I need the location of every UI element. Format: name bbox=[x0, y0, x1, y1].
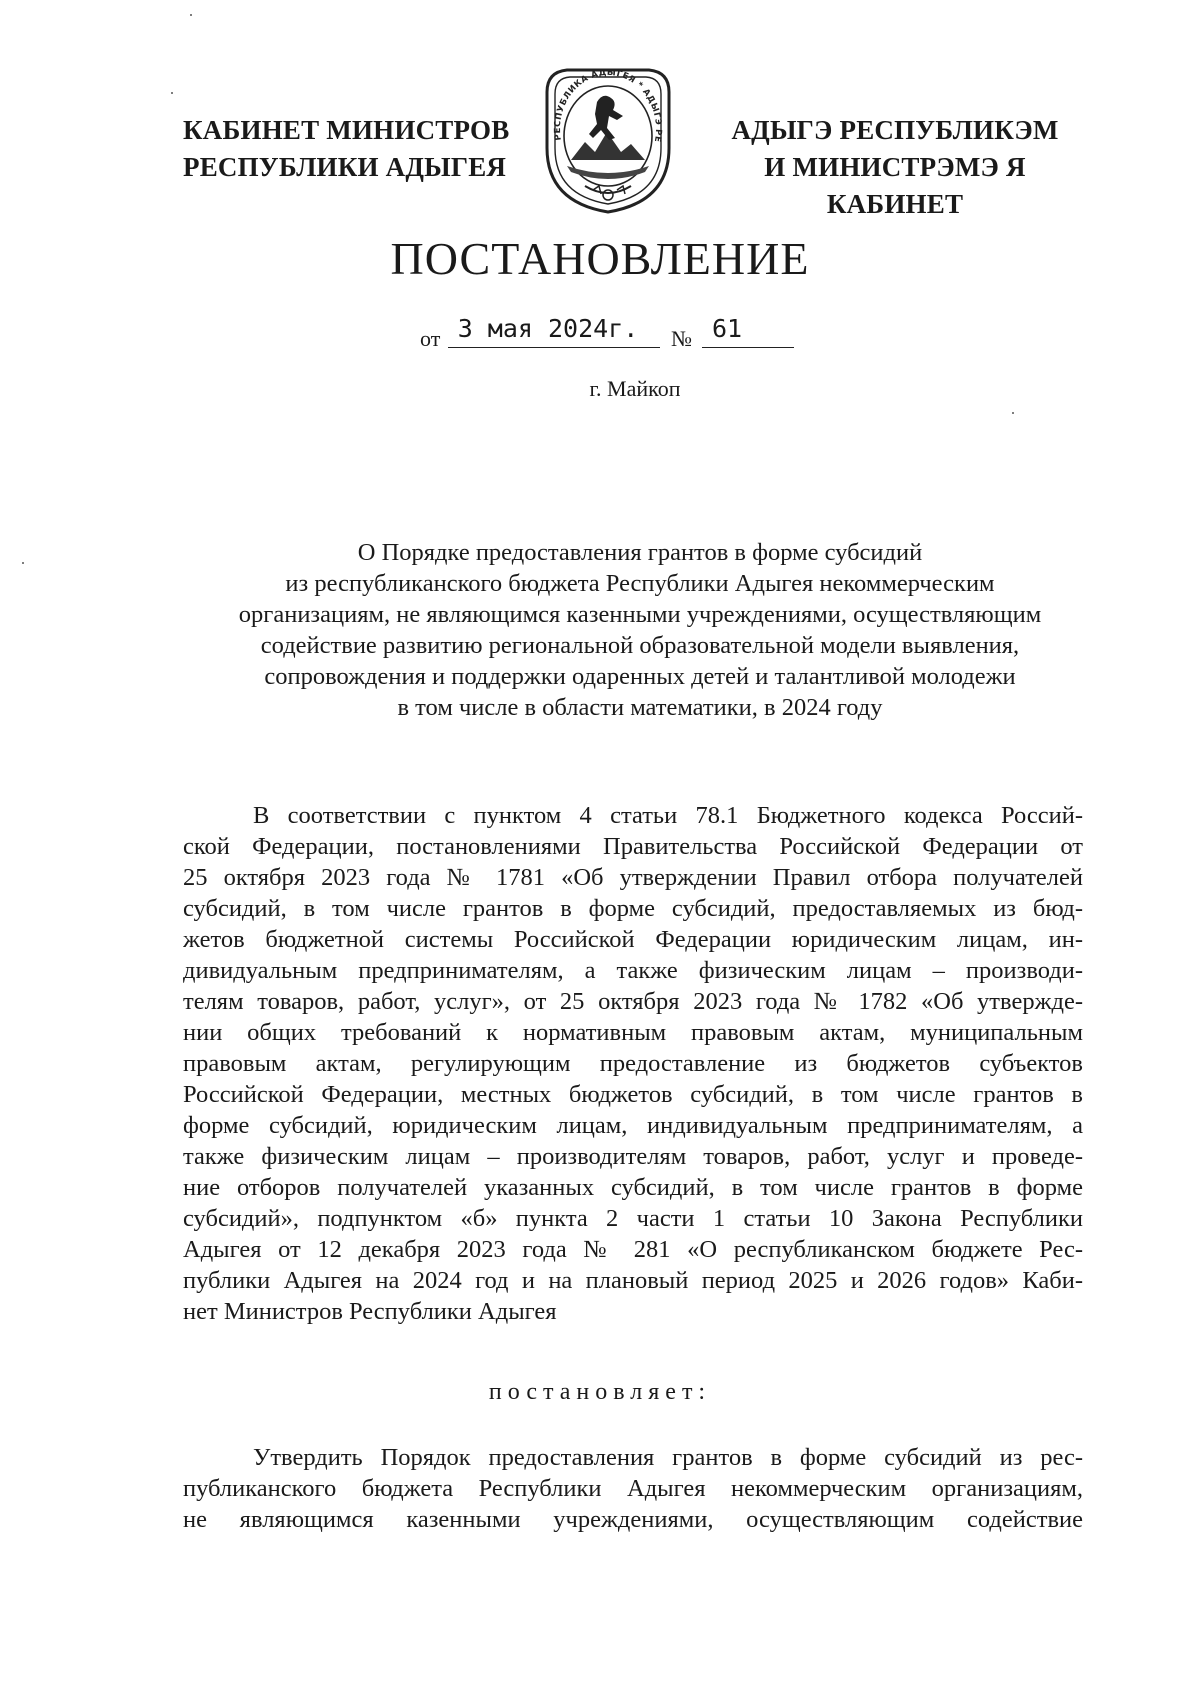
document-type: ПОСТАНОВЛЕНИЕ bbox=[390, 233, 810, 284]
title-line: О Порядке предоставления грантов в форме субсидий bbox=[357, 539, 923, 566]
preamble-paragraph bbox=[183, 800, 1083, 1327]
date-prefix: от bbox=[420, 326, 441, 351]
preamble-line: нии общих требований к нормативным правовым актам, муниципальным bbox=[183, 1019, 1083, 1046]
scan-speck bbox=[1012, 412, 1014, 414]
issuer-line: КАБИНЕТ МИНИСТРОВ bbox=[183, 115, 510, 145]
decree-word: постановляет: bbox=[488, 1379, 712, 1405]
preamble-line: В соответствии с пунктом 4 статьи 78.1 Бюджетного кодекса Россий- bbox=[253, 802, 1083, 829]
document-title bbox=[160, 537, 1120, 723]
preamble-line: дивидуальным предпринимателям, а также физическим лицам – производи- bbox=[183, 957, 1083, 984]
preamble-line: публики Адыгея на 2024 год и на плановый период 2025 и 2026 годов» Каби- bbox=[183, 1267, 1083, 1294]
decision-paragraph bbox=[183, 1442, 1083, 1535]
preamble-line: 25 октября 2023 года № 1781 «Об утверждении Правил отбора получателей bbox=[183, 864, 1083, 891]
preamble-line: ской Федерации, постановлениями Правительства Российской Федерации от bbox=[183, 833, 1083, 860]
issuer-line: АДЫГЭ РЕСПУБЛИКЭМ bbox=[731, 115, 1059, 145]
scan-speck bbox=[22, 562, 24, 564]
number-underline bbox=[702, 347, 794, 348]
decision-line: Утвердить Порядок предоставления грантов в форме субсидий из рес- bbox=[253, 1444, 1083, 1471]
preamble-line: также физическим лицам – производителям товаров, работ, услуг и проведе- bbox=[183, 1143, 1083, 1170]
title-line: из республиканского бюджета Республики Адыгея некоммерческим bbox=[285, 570, 995, 597]
preamble-line: телям товаров, работ, услуг», от 25 октября 2023 года № 1782 «Об утвержде- bbox=[183, 988, 1083, 1015]
title-line: сопровождения и поддержки одаренных детей и талантливой молодежи bbox=[264, 663, 1016, 690]
title-line: в том числе в области математики, в 2024 году bbox=[397, 694, 883, 721]
decision-line: публиканского бюджета Республики Адыгея некоммерческим организациям, bbox=[183, 1475, 1083, 1502]
preamble-line: Российской Федерации, местных бюджетов субсидий, в том числе грантов в bbox=[183, 1081, 1083, 1108]
preamble-line: Адыгея от 12 декабря 2023 года № 281 «О республиканском бюджете Рес- bbox=[183, 1236, 1083, 1263]
number-prefix: № bbox=[671, 326, 692, 351]
preamble-line: форме субсидий, юридическим лицам, индивидуальным предпринимателям, а bbox=[183, 1112, 1083, 1139]
preamble-line: жетов бюджетной системы Российской Федерации юридическим лицам, ин- bbox=[183, 926, 1083, 953]
scan-speck bbox=[190, 14, 192, 16]
decision-line: не являющимся казенными учреждениями, осуществляющим содействие bbox=[183, 1506, 1083, 1533]
title-line: содействие развитию региональной образовательной модели выявления, bbox=[260, 632, 1020, 659]
issuer-line: РЕСПУБЛИКИ АДЫГЕЯ bbox=[183, 152, 507, 182]
preamble-line: субсидий», подпунктом «б» пункта 2 части 1 статьи 10 Закона Республики bbox=[183, 1205, 1083, 1232]
date-underline bbox=[448, 347, 660, 348]
issuer-line: И МИНИСТРЭМЭ Я КАБИНЕТ bbox=[764, 152, 1026, 219]
scan-speck bbox=[171, 92, 173, 94]
preamble-line: правовым актам, регулирующим предоставление из бюджетов субъектов bbox=[183, 1050, 1083, 1077]
city: г. Майкоп bbox=[589, 376, 681, 401]
coat-of-arms-adygea-icon bbox=[537, 62, 679, 216]
preamble-line: ние отборов получателей указанных субсидий, в том числе грантов в форме bbox=[183, 1174, 1083, 1201]
svg-text:РЕСПУБЛИКА АДЫГЕЯ * АДЫГЭ РЕСП: РЕСПУБЛИКА АДЫГЕЯ * АДЫГЭ РЕ bbox=[552, 67, 664, 144]
number-value: 61 bbox=[711, 314, 743, 343]
date-value: 3 мая 2024г. bbox=[457, 314, 639, 343]
issuer-name-russian bbox=[183, 112, 513, 186]
preamble-line: нет Министров Республики Адыгея bbox=[183, 1298, 557, 1325]
preamble-line: субсидий, в том числе грантов в форме субсидий, предоставляемых из бюд- bbox=[183, 895, 1083, 922]
issuer-name-adyghe bbox=[705, 112, 1085, 223]
title-line: организациям, не являющимся казенными учреждениями, осуществляющим bbox=[238, 601, 1042, 628]
